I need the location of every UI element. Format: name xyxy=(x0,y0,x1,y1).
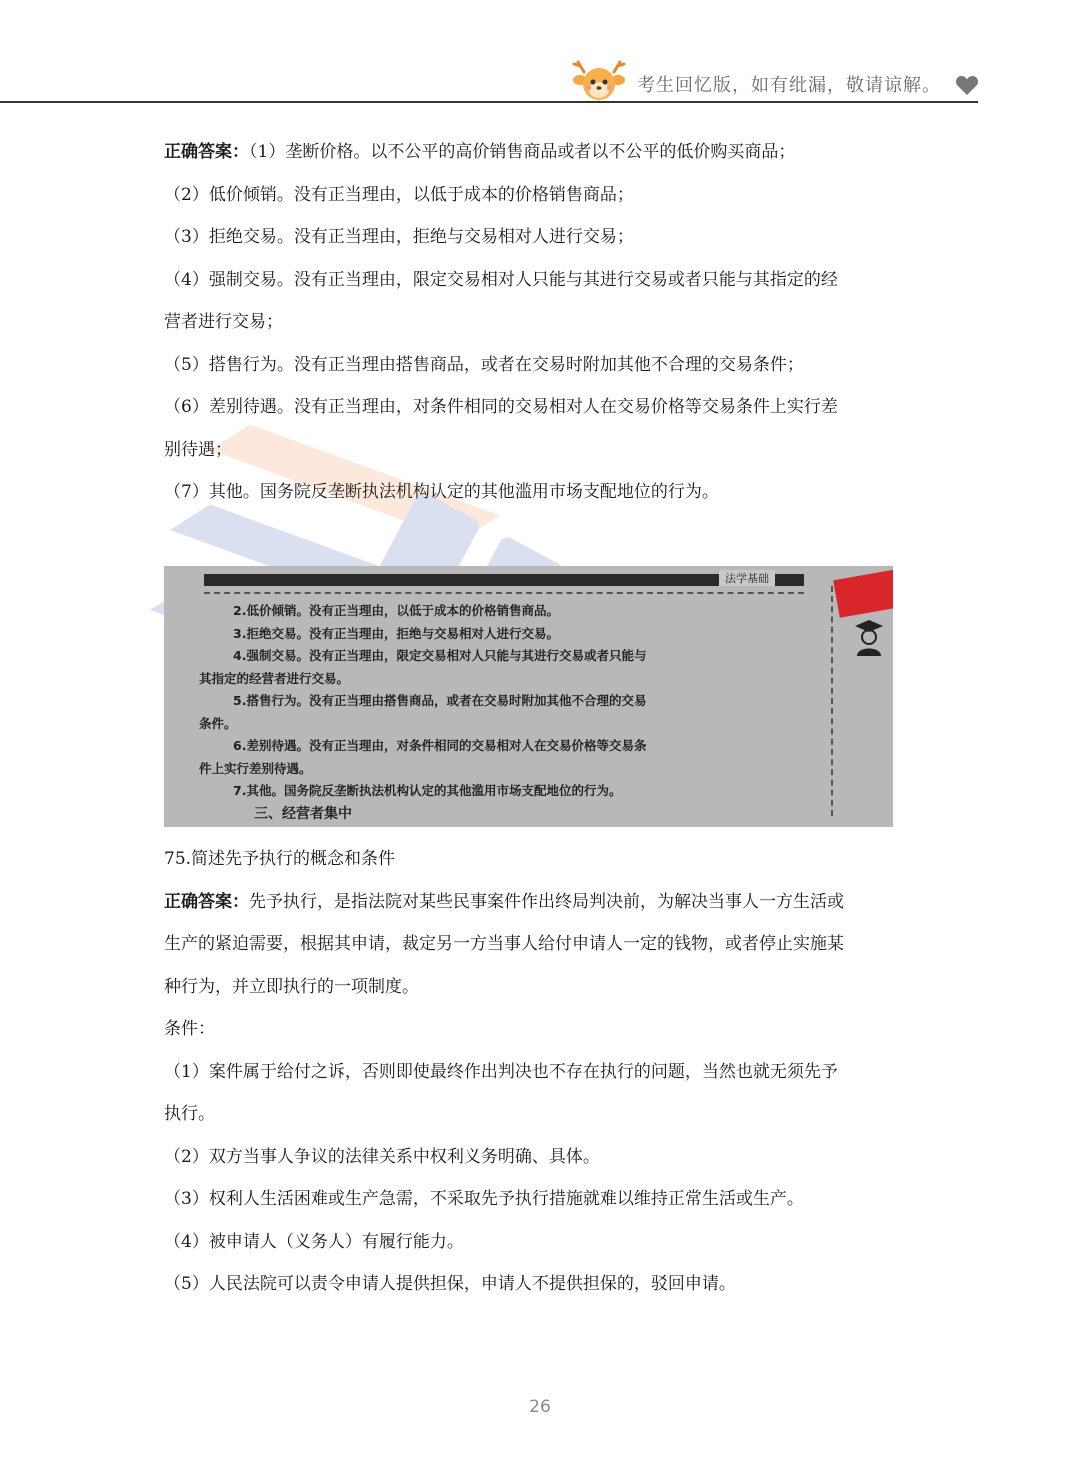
scan-red-label xyxy=(833,568,893,618)
scan-top-bar xyxy=(204,574,804,586)
answer-label: 正确答案： xyxy=(164,142,249,162)
answer-line: （5）搭售行为。没有正当理由搭售商品，或者在交易时附加其他不合理的交易条件； xyxy=(164,354,804,375)
condition-line: （4）被申请人（义务人）有履行能力。 xyxy=(164,1231,464,1252)
page-header xyxy=(0,50,1080,105)
answer-line: （7）其他。国务院反垄断执法机构认定的其他滥用市场支配地位的行为。 xyxy=(164,482,719,502)
answer-line: （4）强制交易。没有正当理由，限定交易相对人只能与其进行交易或者只能与其指定的经 xyxy=(164,269,838,290)
answer-line: （3）拒绝交易。没有正当理由，拒绝与交易相对人进行交易； xyxy=(164,227,634,247)
scan-line: 2.低价倾销。没有正当理由，以低于成本的价格销售商品。 xyxy=(233,603,559,618)
answer-section-2 xyxy=(164,838,924,1306)
graduate-avatar-icon xyxy=(854,618,884,658)
scan-line: 3.拒绝交易。没有正当理由，拒绝与交易相对人进行交易。 xyxy=(233,625,559,641)
answer-section-1 xyxy=(164,131,924,514)
scan-line: 三、经营者集中 xyxy=(254,805,352,822)
answer-line: （6）差别待遇。没有正当理由，对条件相同的交易相对人在交易价格等交易条件上实行差 xyxy=(164,397,838,417)
question-title: 75.简述先予执行的概念和条件 xyxy=(164,849,396,869)
answer-line: 别待遇； xyxy=(164,439,232,460)
scan-line: 条件。 xyxy=(199,715,237,731)
scan-section-tag: 法学基础 xyxy=(719,570,775,586)
scan-text xyxy=(199,600,646,825)
deer-mascot-icon xyxy=(570,58,628,102)
answer-line: 正确答案：（1）垄断价格。以不公平的高价销售商品或者以不公平的低价购买商品； xyxy=(164,142,796,162)
scan-dashed-rule xyxy=(204,592,804,594)
header-disclaimer: 考生回忆版，如有纰漏，敬请谅解。 xyxy=(637,75,941,96)
conditions-label: 条件： xyxy=(164,1019,215,1039)
heart-icon xyxy=(955,74,979,96)
scan-line: 5.搭售行为。没有正当理由搭售商品，或者在交易时附加其他不合理的交易 xyxy=(233,693,647,708)
scan-line: 4.强制交易。没有正当理由，限定交易相对人只能与其进行交易或者只能与 xyxy=(233,648,647,663)
scan-side-rule xyxy=(831,586,833,816)
scan-line: 其指定的经营者进行交易。 xyxy=(199,670,350,686)
condition-line: （2）双方当事人争议的法律关系中权利义务明确、具体。 xyxy=(164,1146,600,1167)
condition-line: 执行。 xyxy=(164,1104,215,1124)
page-number: 26 xyxy=(529,1397,551,1417)
header-divider xyxy=(0,101,978,103)
answer-label: 正确答案： xyxy=(164,891,249,912)
answer-line: 正确答案：先予执行，是指法院对某些民事案件作出终局判决前，为解决当事人一方生活或 xyxy=(164,891,844,912)
scan-line: 6.差别待遇。没有正当理由，对条件相同的交易相对人在交易价格等交易条 xyxy=(233,738,647,753)
condition-line: （1）案件属于给付之诉，否则即使最终作出判决也不存在执行的问题，当然也就无须先予 xyxy=(164,1061,838,1082)
scan-line: 7.其他。国务院反垄断执法机构认定的其他滥用市场支配地位的行为。 xyxy=(233,783,622,798)
answer-line: 种行为，并立即执行的一项制度。 xyxy=(164,976,419,997)
answer-line: 营者进行交易； xyxy=(164,312,283,332)
answer-line: 生产的紧迫需要，根据其申请，裁定另一方当事人给付申请人一定的钱物，或者停止实施某 xyxy=(164,934,844,954)
scanned-textbook-image xyxy=(164,566,893,827)
answer-line: （2）低价倾销。没有正当理由，以低于成本的价格销售商品； xyxy=(164,184,634,205)
scan-line: 件上实行差别待遇。 xyxy=(199,760,312,776)
condition-line: （3）权利人生活困难或生产急需，不采取先予执行措施就难以维持正常生活或生产。 xyxy=(164,1189,804,1209)
condition-line: （5）人民法院可以责令申请人提供担保，申请人不提供担保的，驳回申请。 xyxy=(164,1274,736,1294)
